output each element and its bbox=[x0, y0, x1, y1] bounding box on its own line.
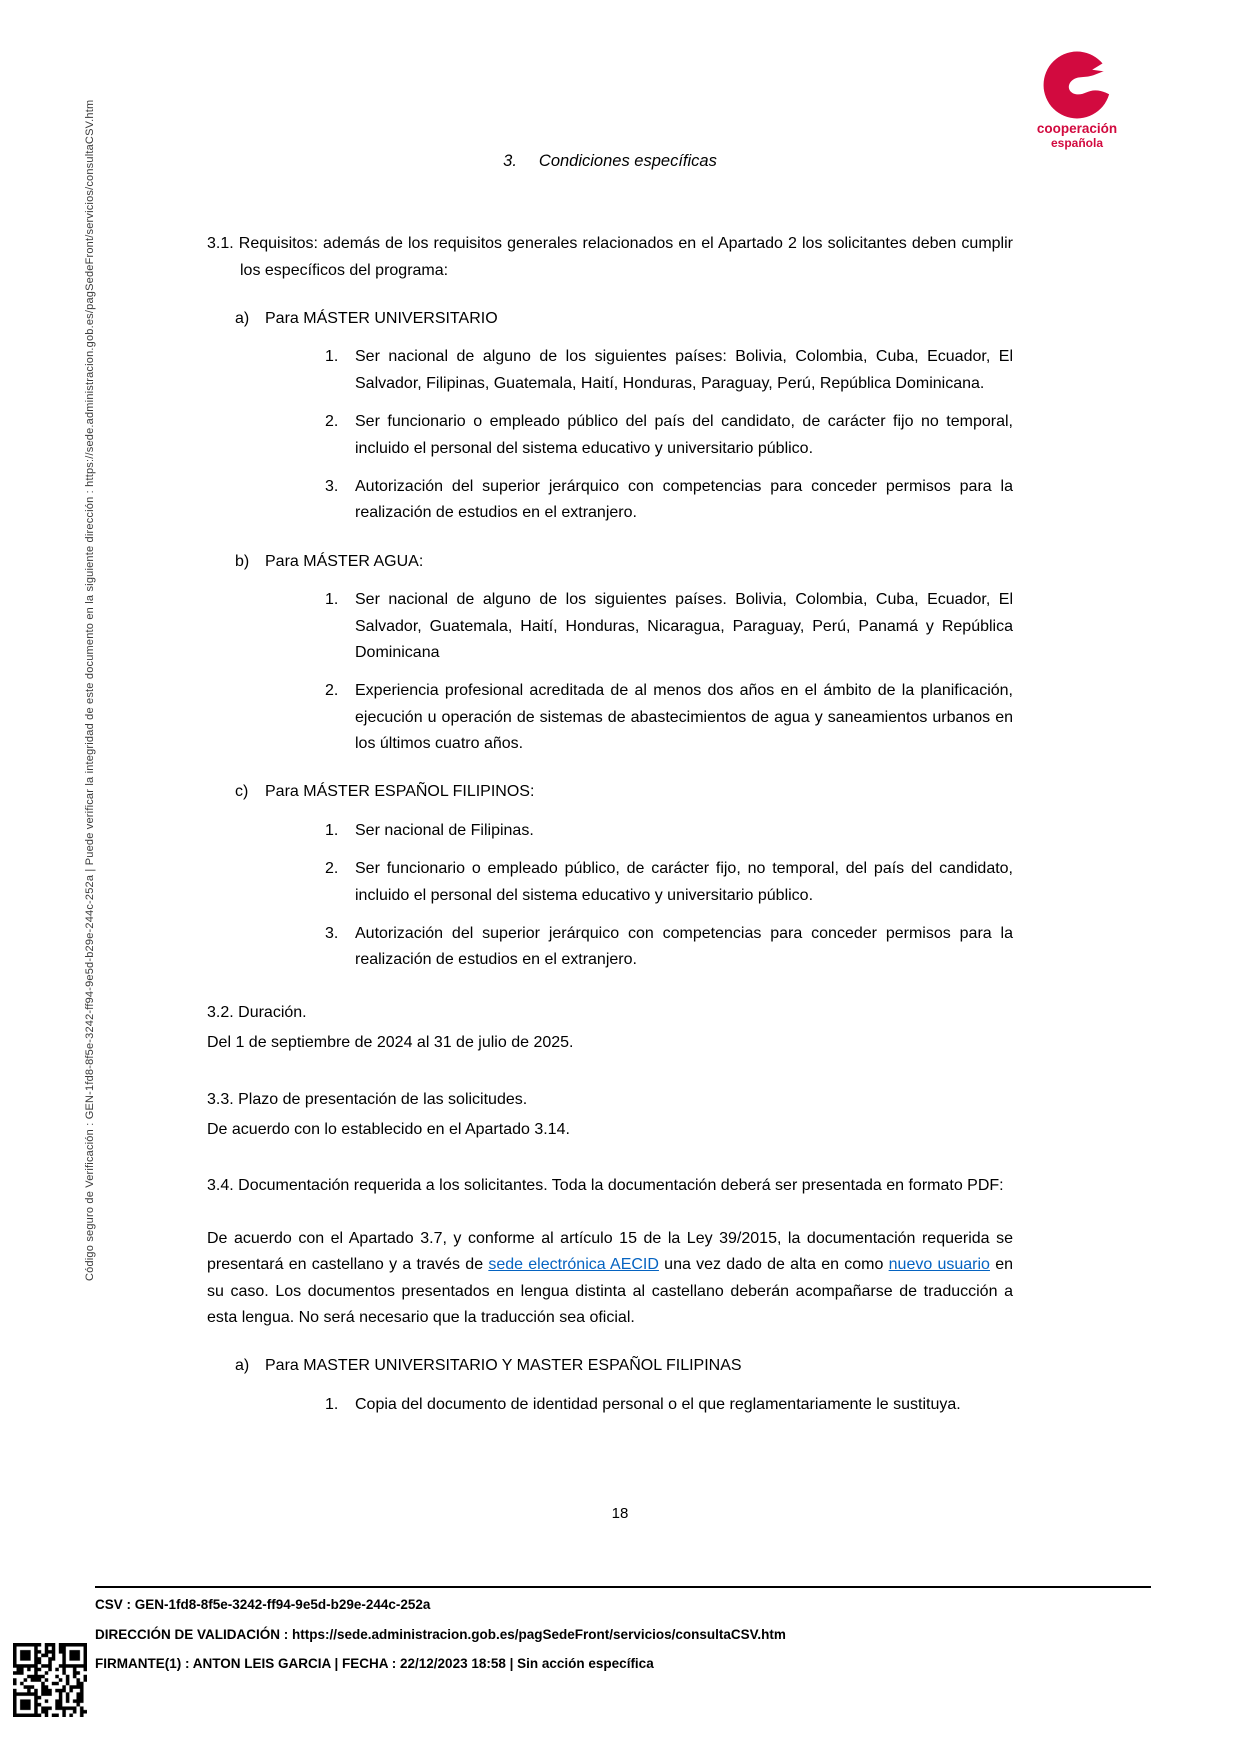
heading-3-2: 3.2. Duración. bbox=[207, 1003, 307, 1021]
group-3-4-a-heading bbox=[235, 1353, 1013, 1379]
item-number: 1. bbox=[325, 1395, 339, 1413]
logo-text-line2: española bbox=[1050, 135, 1104, 150]
heading-3-4: 3.4. Documentación requerida a los solicitantes. Toda la documentación deberá ser presentada en formato PDF: bbox=[207, 1177, 1004, 1195]
group-b-title: Para MÁSTER AGUA: bbox=[265, 552, 424, 570]
qr-code bbox=[13, 1643, 87, 1717]
link-nuevo-usuario[interactable]: nuevo usuario bbox=[888, 1256, 990, 1274]
footer-csv: CSV : GEN-1fd8-8f5e-3242-ff94-9e5d-b29e-244c-252a bbox=[95, 1597, 431, 1612]
heading-3-1: 3.1. Requisitos: además de los requisitos generales relacionados en el Apartado 2 los solicitantes deben cumplir los específicos del programa: bbox=[207, 235, 1013, 279]
item-text: Ser funcionario o empleado público del país del candidato, de carácter fijo no temporal, incluido el personal del sistema educativo y universitario público. bbox=[355, 413, 1013, 457]
group-c-letter: c) bbox=[235, 783, 249, 801]
list-item bbox=[325, 856, 1013, 909]
item-text: Ser nacional de alguno de los siguientes países. Bolivia, Colombia, Cuba, Ecuador, El Salvador, Guatemala, Haití, Honduras, Nicaragua, Paraguay, Perú, Panamá y República Dominicana bbox=[355, 591, 1013, 661]
cooperacion-espanola-logo bbox=[1018, 50, 1136, 150]
item-number: 2. bbox=[325, 682, 339, 700]
list-item bbox=[325, 921, 1013, 974]
logo-text-line1: cooperación bbox=[1036, 121, 1118, 136]
item-text: Copia del documento de identidad personal o el que reglamentariamente le sustituya. bbox=[355, 1395, 961, 1413]
cooperacion-c-icon bbox=[1039, 50, 1115, 120]
para-segment: una vez dado de alta en como bbox=[658, 1256, 889, 1274]
group-c-title: Para MÁSTER ESPAÑOL FILIPINOS: bbox=[265, 783, 535, 801]
section-title bbox=[207, 148, 1013, 175]
footer bbox=[95, 1598, 786, 1687]
item-number: 1. bbox=[325, 821, 339, 839]
group-c-heading bbox=[235, 779, 1013, 805]
text-3-2: Del 1 de septiembre de 2024 al 31 de julio de 2025. bbox=[207, 1034, 574, 1052]
footer-validation-url: DIRECCIÓN DE VALIDACIÓN : https://sede.administracion.gob.es/pagSedeFront/servicios/consultaCSV.htm bbox=[95, 1626, 786, 1642]
section-title-text: Condiciones específicas bbox=[538, 152, 717, 170]
group-a-letter: a) bbox=[235, 310, 250, 327]
group-3-4-a-title: Para MASTER UNIVERSITARIO Y MASTER ESPAÑOL FILIPINAS bbox=[265, 1357, 742, 1375]
item-text: Experiencia profesional acreditada de al menos dos años en el ámbito de la planificación, ejecución u operación de sistemas de abastecimientos de agua y saneamientos urbanos en los últimos cuatro años. bbox=[355, 682, 1013, 753]
item-number: 2. bbox=[325, 413, 339, 431]
item-number: 1. bbox=[325, 348, 339, 366]
group-3-4-a-letter: a) bbox=[235, 1357, 250, 1375]
group-b-heading bbox=[235, 549, 1013, 575]
item-number: 3. bbox=[325, 925, 339, 943]
heading-3-3: 3.3. Plazo de presentación de las solicitudes. bbox=[207, 1090, 528, 1108]
item-number: 1. bbox=[325, 591, 339, 609]
item-number: 3. bbox=[325, 477, 339, 495]
link-sede-electronica-aecid[interactable]: sede electrónica AECID bbox=[488, 1256, 659, 1274]
paragraph-3-4 bbox=[207, 1226, 1013, 1332]
item-text: Ser nacional de alguno de los siguientes países: Bolivia, Colombia, Cuba, Ecuador, El Salvador, Filipinas, Guatemala, Haití, Honduras, Paraguay, Perú, República Dominicana. bbox=[355, 348, 1013, 392]
section-title-number: 3. bbox=[503, 152, 517, 170]
vertical-csv-verification-text: Código seguro de Verificación : GEN-1fd8-8f5e-3242-ff94-9e5d-b29e-244c-252a | Puede verificar la integridad de este documento en la siguiente dirección : https://sede.administracion.gob.es/pagSedeFront/servicios/consultaCSV.htm bbox=[84, 99, 96, 1281]
para-segment: De acuerdo con el Apartado 3.7, y conforme al artículo 15 de la Ley 39/2015, la documentación requerida se presentará en castellano y a través de bbox=[207, 1229, 1013, 1274]
group-a-title: Para MÁSTER UNIVERSITARIO bbox=[265, 310, 498, 327]
item-text: Ser funcionario o empleado público, de carácter fijo, no temporal, del país del candidato, incluido el personal del sistema educativo y universitario público. bbox=[355, 860, 1013, 904]
page-number: 18 bbox=[611, 1505, 629, 1522]
list-item bbox=[325, 678, 1013, 757]
list-item bbox=[325, 474, 1013, 527]
footer-signer: FIRMANTE(1) : ANTON LEIS GARCIA | FECHA : 22/12/2023 18:58 | Sin acción específica bbox=[95, 1656, 654, 1671]
list-item bbox=[325, 344, 1013, 397]
item-text: Ser nacional de Filipinas. bbox=[355, 821, 534, 839]
para-segment: en su caso. Los documentos presentados en lengua distinta al castellano deberán acompañarse de traducción a esta lengua. No será necesario que la traducción sea oficial. bbox=[207, 1256, 1014, 1326]
list-item bbox=[325, 587, 1013, 666]
list-item bbox=[325, 1392, 1013, 1418]
list-item bbox=[325, 409, 1013, 462]
item-text: Autorización del superior jerárquico con competencias para conceder permisos para la realización de estudios en el extranjero. bbox=[355, 477, 1013, 522]
footer-divider bbox=[95, 1586, 1151, 1588]
list-item bbox=[325, 818, 1013, 844]
text-3-3: De acuerdo con lo establecido en el Apartado 3.14. bbox=[207, 1120, 570, 1138]
group-a-heading bbox=[235, 306, 1013, 332]
item-number: 2. bbox=[325, 860, 339, 878]
document-content bbox=[207, 148, 1013, 1418]
group-b-letter: b) bbox=[235, 552, 250, 570]
item-text: Autorización del superior jerárquico con competencias para conceder permisos para la realización de estudios en el extranjero. bbox=[355, 925, 1013, 969]
